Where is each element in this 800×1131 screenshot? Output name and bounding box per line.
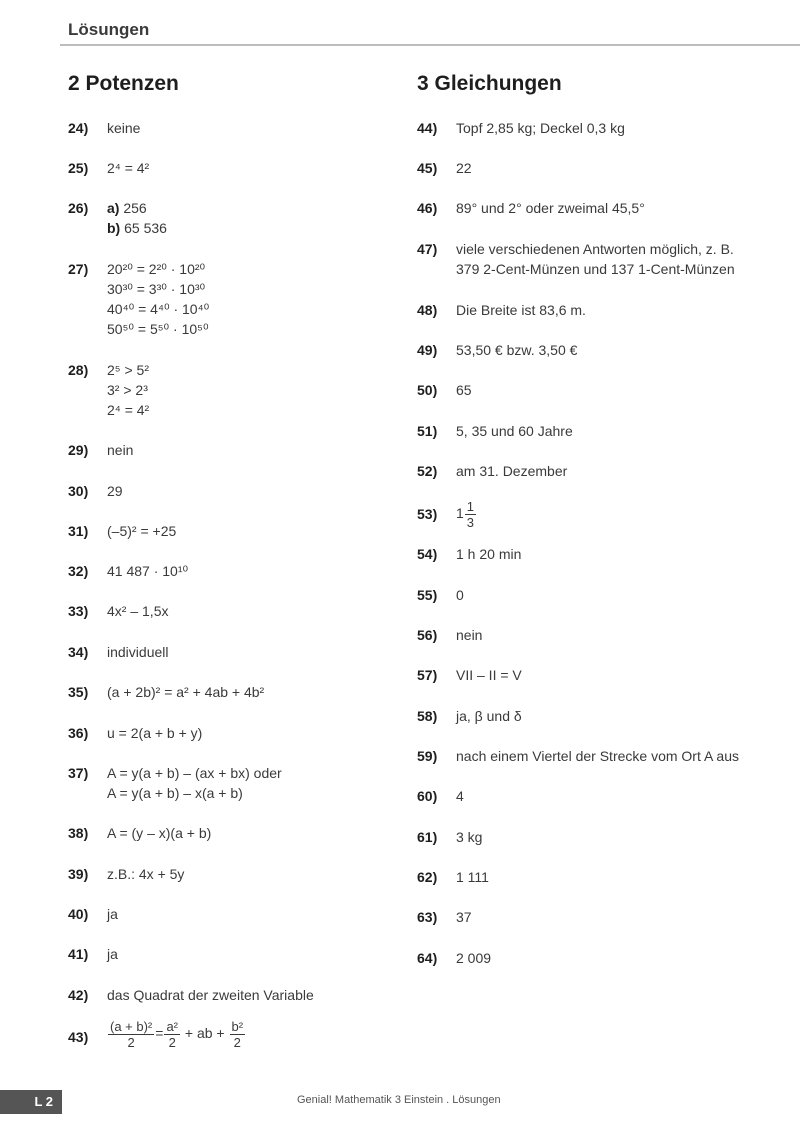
answer-number: 55) — [417, 587, 438, 603]
answer-text — [107, 642, 168, 662]
answer-number: 35) — [68, 684, 89, 700]
answer-text — [107, 158, 149, 178]
answer-number: 24) — [68, 120, 89, 136]
section-title-potenzen: 2 Potenzen — [68, 72, 179, 95]
answer-number: 47) — [417, 241, 438, 257]
answer-number: 48) — [417, 302, 438, 318]
answer-line: individuell — [107, 644, 169, 660]
answer-line: 0 — [456, 587, 464, 603]
answer-text — [107, 601, 168, 621]
answer-line: 40⁴⁰ = 4⁴⁰ · 10⁴⁰ — [107, 301, 210, 317]
answer-text — [456, 544, 521, 564]
answer-number: 25) — [68, 160, 89, 176]
answer-number: 30) — [68, 483, 89, 499]
running-header: Lösungen — [68, 20, 150, 39]
answer-text — [456, 746, 739, 766]
answer-line: 65 — [456, 382, 472, 398]
answer-line: A = y(a + b) – x(a + b) — [107, 785, 243, 801]
answer-line: 2⁴ = 4² — [107, 402, 150, 418]
answer-number: 58) — [417, 708, 438, 724]
answer-text — [107, 561, 188, 581]
answer-number: 59) — [417, 748, 438, 764]
answer-text — [456, 158, 472, 178]
answer-text — [107, 682, 264, 702]
answer-line: 50⁵⁰ = 5⁵⁰ · 10⁵⁰ — [107, 321, 209, 337]
answer-number: 37) — [68, 765, 89, 781]
answer-number: 32) — [68, 563, 89, 579]
answer-line: nein — [456, 627, 483, 643]
part-label: b) — [107, 220, 121, 236]
answer-line: 5, 35 und 60 Jahre — [456, 423, 573, 439]
answer-text — [456, 948, 491, 968]
answer-number: 39) — [68, 866, 89, 882]
fraction-denominator: 2 — [233, 1035, 241, 1050]
answer-line: 2⁵ > 5² — [107, 362, 149, 378]
answer-text — [456, 198, 645, 218]
answer-line: 20²⁰ = 2²⁰ · 10²⁰ — [107, 261, 206, 277]
answer-line: 53,50 € bzw. 3,50 € — [456, 342, 578, 358]
answer-number: 43) — [68, 1029, 89, 1045]
answer-text — [107, 985, 314, 1005]
answer-text — [456, 786, 464, 806]
answer-line: 4 — [456, 788, 464, 804]
answer-line: ja — [107, 906, 118, 922]
equals-sign: = — [155, 1025, 164, 1042]
part-value: 256 — [123, 200, 147, 216]
part-label: a) — [107, 200, 120, 216]
fraction-denominator: 2 — [127, 1035, 135, 1050]
answer-number: 29) — [68, 442, 89, 458]
fraction-denominator: 2 — [168, 1035, 176, 1050]
answer-number: 56) — [417, 627, 438, 643]
answer-text — [456, 827, 482, 847]
answer-number: 49) — [417, 342, 438, 358]
answer-text — [456, 706, 522, 726]
answer-line: 30³⁰ = 3³⁰ · 10³⁰ — [107, 281, 206, 297]
answer-part-b — [107, 218, 167, 238]
answer-number: 45) — [417, 160, 438, 176]
answer-text — [107, 481, 123, 501]
answer-number: 40) — [68, 906, 89, 922]
part-value: 65 536 — [124, 220, 167, 236]
answer-line: nein — [107, 442, 134, 458]
answer-number: 27) — [68, 261, 89, 277]
answer-line: z.B.: 4x + 5y — [107, 866, 185, 882]
answer-text — [107, 823, 211, 843]
answer-number: 62) — [417, 869, 438, 885]
answer-number: 54) — [417, 546, 438, 562]
answer-number: 31) — [68, 523, 89, 539]
fraction — [230, 1019, 246, 1050]
answer-text — [456, 461, 567, 481]
answer-number: 26) — [68, 200, 89, 216]
answer-line: A = y(a + b) – (ax + bx) oder — [107, 765, 282, 781]
fraction-numerator: (a + b)² — [110, 1019, 153, 1034]
answer-number: 38) — [68, 825, 89, 841]
answer-line: nach einem Viertel der Strecke vom Ort A aus — [456, 748, 739, 764]
answer-part-a — [107, 198, 167, 218]
footer-book-title: Genial! Mathematik 3 Einstein . Lösungen — [297, 1094, 501, 1106]
answer-line: am 31. Dezember — [456, 463, 568, 479]
answer-line: Die Breite ist 83,6 m. — [456, 302, 586, 318]
fraction-numerator: b² — [231, 1019, 244, 1034]
answer-line: 2 009 — [456, 950, 492, 966]
fraction — [108, 1019, 154, 1050]
answer-line: 3 kg — [456, 829, 483, 845]
answer-text — [107, 864, 184, 884]
answer-line: 22 — [456, 160, 472, 176]
answer-line: A = (y – x)(a + b) — [107, 825, 212, 841]
answer-line: 37 — [456, 909, 472, 925]
answer-number: 36) — [68, 725, 89, 741]
fraction — [164, 1019, 180, 1050]
fraction-numerator: a² — [166, 1019, 179, 1034]
answer-text — [456, 907, 472, 927]
answer-number: 46) — [417, 200, 438, 216]
answer-line: 4x² – 1,5x — [107, 603, 169, 619]
answer-text — [456, 665, 522, 685]
answer-text — [456, 625, 482, 645]
answer-number: 51) — [417, 423, 438, 439]
answer-number: 28) — [68, 362, 89, 378]
answer-number: 53) — [417, 506, 438, 522]
answer-number: 50) — [417, 382, 438, 398]
answer-line: keine — [107, 120, 141, 136]
answer-formula — [107, 1019, 246, 1050]
answer-line: 41 487 · 10¹⁰ — [107, 563, 189, 579]
answer-number: 64) — [417, 950, 438, 966]
answer-line: Topf 2,85 kg; Deckel 0,3 kg — [456, 120, 625, 136]
answer-number: 42) — [68, 987, 89, 1003]
answer-text — [107, 763, 282, 803]
answer-text — [107, 259, 209, 339]
answer-text — [107, 723, 202, 743]
fraction-numerator: 1 — [466, 499, 475, 514]
answer-text — [107, 118, 140, 138]
answer-line: 1 h 20 min — [456, 546, 522, 562]
answer-line: 2⁴ = 4² — [107, 160, 150, 176]
answer-number: 44) — [417, 120, 438, 136]
answer-text — [456, 867, 489, 887]
answer-line: ja — [107, 946, 118, 962]
answer-number: 60) — [417, 788, 438, 804]
whole-part: 1 — [456, 505, 464, 522]
answer-line: 29 — [107, 483, 123, 499]
answer-number: 33) — [68, 603, 89, 619]
answer-text — [456, 585, 464, 605]
answer-text — [107, 360, 149, 420]
answer-text — [456, 300, 586, 320]
answer-text — [456, 421, 573, 441]
answer-text — [456, 340, 577, 360]
answer-line: (–5)² = +25 — [107, 523, 177, 539]
answer-text — [107, 904, 118, 924]
answer-text — [107, 198, 167, 238]
answer-line: (a + 2b)² = a² + 4ab + 4b² — [107, 684, 265, 700]
answer-text — [456, 239, 735, 279]
answer-number: 52) — [417, 463, 438, 479]
answer-number: 63) — [417, 909, 438, 925]
answer-line: das Quadrat der zweiten Variable — [107, 987, 314, 1003]
answer-number: 41) — [68, 946, 89, 962]
answer-text — [107, 521, 176, 541]
answer-line: 89° und 2° oder zweimal 45,5° — [456, 200, 645, 216]
answer-number: 61) — [417, 829, 438, 845]
answer-mixed-number — [456, 499, 477, 530]
answer-line: viele verschiedenen Antworten möglich, z. B. — [456, 241, 734, 257]
header-divider — [60, 44, 800, 46]
fraction — [465, 499, 476, 530]
answer-line: 3² > 2³ — [107, 382, 148, 398]
fraction-denominator: 3 — [466, 515, 475, 530]
answer-number: 34) — [68, 644, 89, 660]
answer-line: 379 2-Cent-Münzen und 137 1-Cent-Münzen — [456, 261, 735, 277]
answer-line: 1 111 — [456, 869, 489, 885]
answer-text — [456, 380, 472, 400]
formula-middle-term: + ab + — [184, 1025, 225, 1042]
page-number-badge: L 2 — [0, 1090, 62, 1114]
answer-line: u = 2(a + b + y) — [107, 725, 203, 741]
section-title-gleichungen: 3 Gleichungen — [417, 72, 562, 95]
answer-text — [456, 118, 625, 138]
answer-number: 57) — [417, 667, 438, 683]
answer-text — [107, 440, 133, 460]
answer-line: ja, β und δ — [456, 708, 522, 724]
answer-text — [107, 944, 118, 964]
answer-line: VII – II = V — [456, 667, 522, 683]
